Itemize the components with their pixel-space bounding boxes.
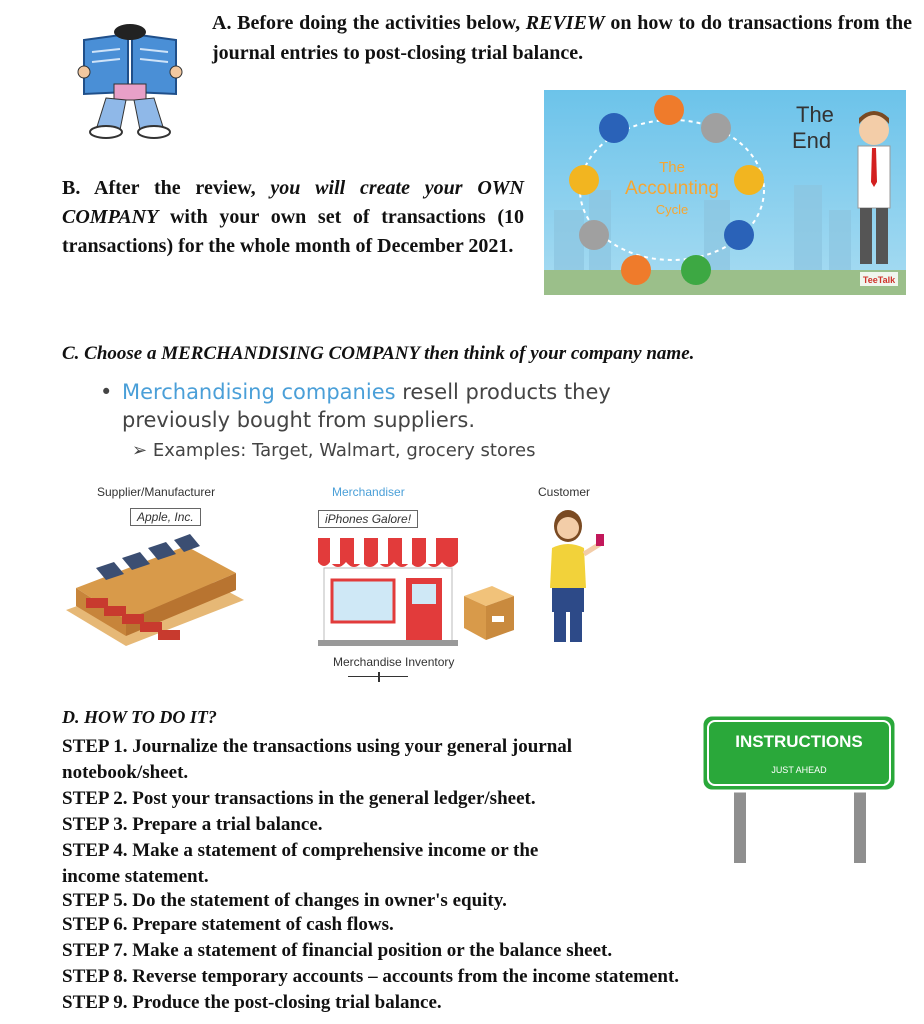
arrow-bullet-icon: ➢ bbox=[132, 440, 148, 461]
instructions-sign bbox=[700, 713, 900, 863]
bullet-rest: resell products they previously bought from suppliers. bbox=[122, 380, 611, 432]
cycle-step-circle bbox=[654, 95, 684, 125]
step-6-text: Prepare statement of cash flows. bbox=[132, 914, 394, 935]
inventory-arrow-stem bbox=[378, 672, 380, 682]
cycle-step-circle bbox=[724, 220, 754, 250]
step-9-number: STEP 9. bbox=[62, 992, 128, 1013]
sign-subtitle: JUST AHEAD bbox=[771, 765, 827, 775]
step-9-text: Produce the post-closing trial balance. bbox=[132, 992, 442, 1013]
step-8 bbox=[62, 966, 679, 988]
cycle-step-circle bbox=[579, 220, 609, 250]
step-1-continued: notebook/sheet. bbox=[62, 762, 189, 783]
step-8-number: STEP 8. bbox=[62, 966, 128, 987]
merchandise-inventory-label: Merchandise Inventory bbox=[333, 655, 455, 669]
section-b-suffix: with your own set of transactions (10 transactions) for the whole month of December 2021. bbox=[62, 206, 524, 257]
step-4-continued: income statement. bbox=[62, 866, 209, 887]
supplier-label: Supplier/Manufacturer bbox=[97, 485, 216, 499]
inventory-box-icon bbox=[462, 582, 516, 642]
bullet-accent: Merchandising companies bbox=[122, 380, 396, 404]
step-7-text: Make a statement of financial position or the balance sheet. bbox=[132, 940, 613, 961]
supplier-name-box: Apple, Inc. bbox=[130, 508, 201, 526]
section-a-prefix: A. Before doing the activities below, bbox=[212, 12, 526, 34]
step-5-text: Do the statement of changes in owner's equity. bbox=[132, 890, 507, 911]
section-b-paragraph bbox=[62, 174, 524, 261]
step-3 bbox=[62, 814, 323, 836]
step-4-number: STEP 4. bbox=[62, 840, 128, 861]
step-8-text: Reverse temporary accounts – accounts from the income statement. bbox=[132, 966, 680, 987]
step-3-text: Prepare a trial balance. bbox=[132, 814, 323, 835]
section-b-emphasis: you will create your OWN COMPANY bbox=[62, 177, 524, 228]
cycle-title-line3: Cycle bbox=[655, 202, 689, 217]
step-7-number: STEP 7. bbox=[62, 940, 128, 961]
sign-title: INSTRUCTIONS bbox=[735, 732, 863, 751]
cycle-step-circle bbox=[734, 165, 764, 195]
reading-person-illustration bbox=[76, 22, 184, 140]
cycle-step-circle bbox=[569, 165, 599, 195]
banner-logo: TeeTalk bbox=[862, 275, 896, 285]
cycle-step-circle bbox=[701, 113, 731, 143]
the-end-line2: End bbox=[792, 128, 832, 153]
step-2-text: Post your transactions in the general ledger/sheet. bbox=[132, 788, 536, 809]
bullet-dot: • bbox=[100, 380, 113, 404]
cycle-title-line1: The bbox=[659, 159, 685, 176]
cycle-step-circle bbox=[621, 255, 651, 285]
section-d-heading: D. HOW TO DO IT? bbox=[62, 707, 217, 727]
cycle-step-circle bbox=[599, 113, 629, 143]
step-4-text: Make a statement of comprehensive income or the bbox=[132, 840, 539, 861]
accounting-cycle-banner bbox=[544, 90, 906, 295]
the-end-line1: The bbox=[796, 102, 834, 127]
step-6-number: STEP 6. bbox=[62, 914, 128, 935]
step-1-number: STEP 1. bbox=[62, 736, 128, 757]
step-4 bbox=[62, 840, 538, 862]
examples-line bbox=[132, 440, 535, 461]
customer-label: Customer bbox=[538, 485, 591, 499]
section-a-paragraph bbox=[212, 8, 912, 68]
step-1 bbox=[62, 736, 572, 758]
step-6 bbox=[62, 914, 394, 936]
merchandising-definition bbox=[100, 378, 680, 434]
store-illustration bbox=[318, 532, 458, 646]
step-2 bbox=[62, 788, 536, 810]
factory-illustration bbox=[66, 528, 246, 648]
step-7 bbox=[62, 940, 612, 962]
step-5-number: STEP 5. bbox=[62, 890, 128, 911]
step-3-number: STEP 3. bbox=[62, 814, 128, 835]
step-9 bbox=[62, 992, 442, 1014]
step-1-text: Journalize the transactions using your general journal bbox=[132, 736, 573, 757]
section-b-prefix: B. After the review, bbox=[62, 177, 271, 199]
cycle-title-line2: Accounting bbox=[624, 178, 720, 199]
section-c-heading: C. Choose a MERCHANDISING COMPANY then think of your company name. bbox=[62, 343, 695, 364]
merchandiser-label: Merchandiser bbox=[332, 485, 405, 499]
step-2-number: STEP 2. bbox=[62, 788, 128, 809]
merchandiser-name-box: iPhones Galore! bbox=[318, 510, 418, 528]
section-a-emphasis: REVIEW bbox=[525, 12, 605, 34]
customer-illustration bbox=[542, 508, 608, 646]
cycle-step-circle bbox=[681, 255, 711, 285]
section-a-suffix: on how to do transactions from the journal entries to post-closing trial balance. bbox=[212, 12, 912, 64]
step-5 bbox=[62, 890, 507, 912]
examples-text: Examples: Target, Walmart, grocery stores bbox=[152, 440, 536, 461]
inventory-arrow-line bbox=[348, 676, 408, 677]
